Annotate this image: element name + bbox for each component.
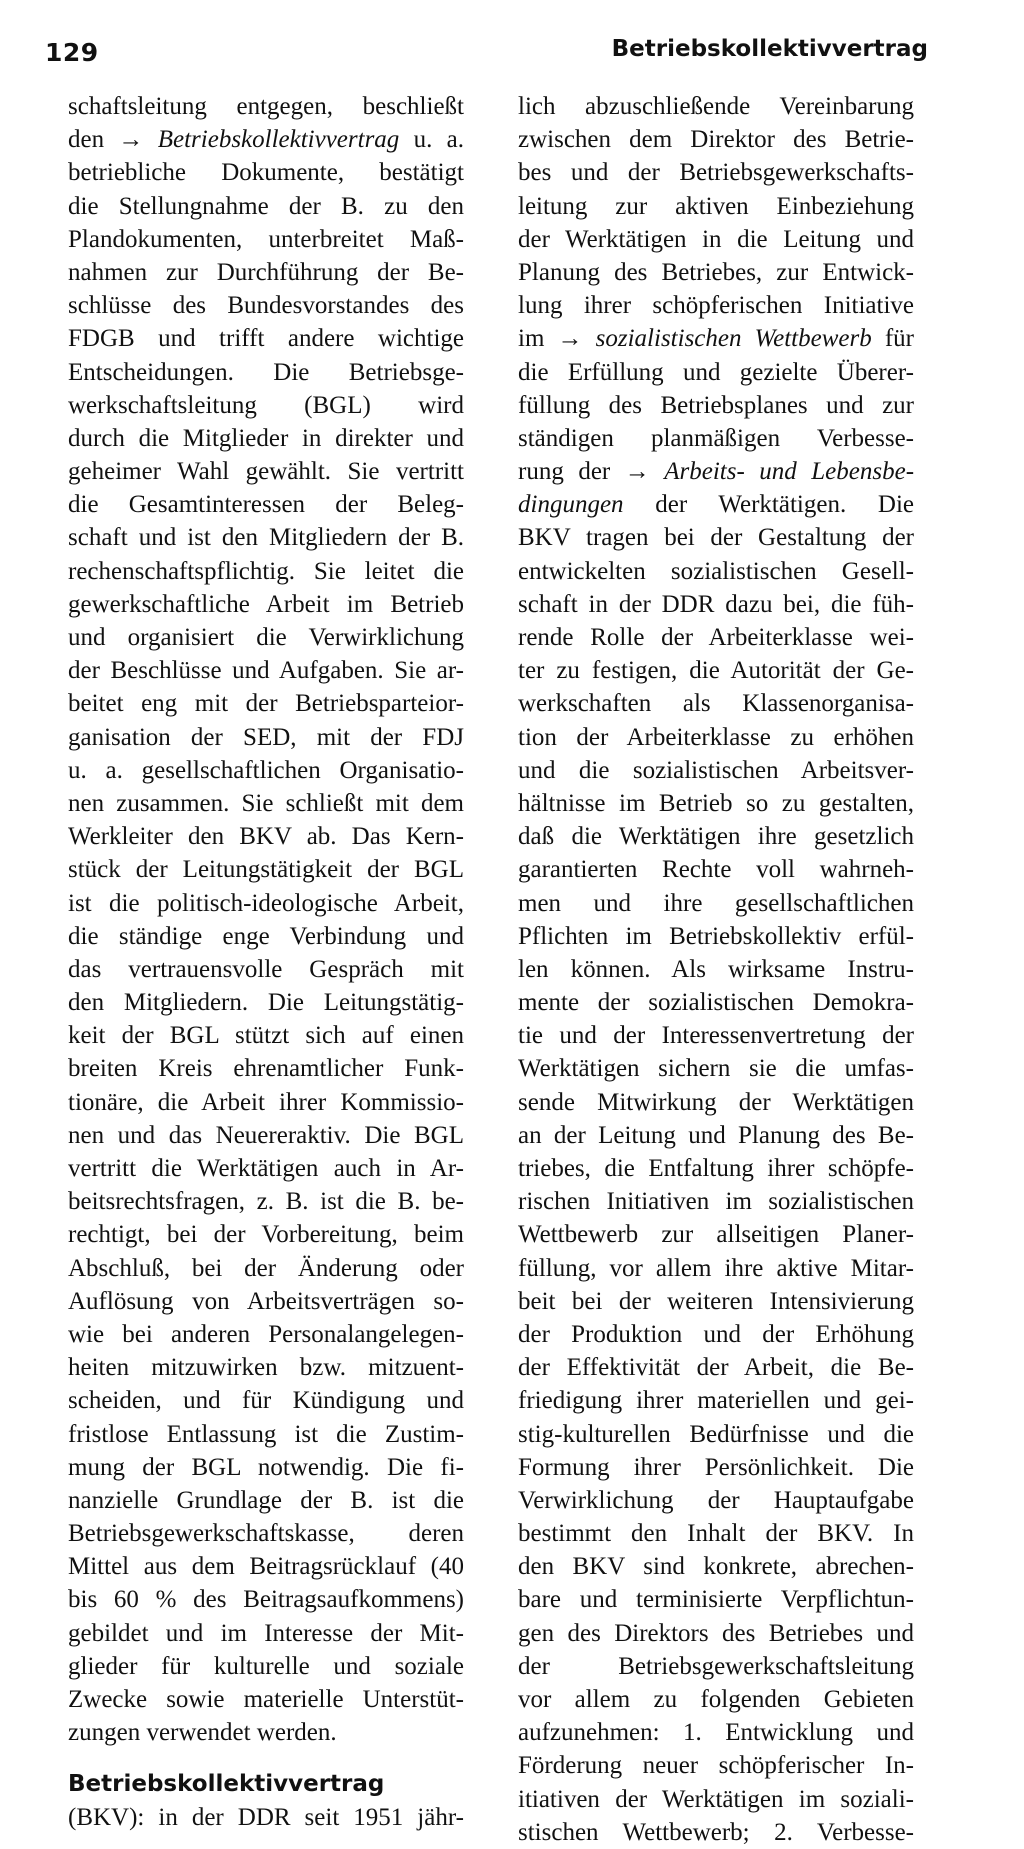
text-line: den Mitgliedern. Die Leitungstätig- bbox=[68, 989, 464, 1017]
cross-reference-link[interactable]: Arbeits- und Lebensbe- bbox=[664, 458, 915, 486]
text-line: ter zu festigen, die Autorität der Ge- bbox=[518, 657, 914, 685]
text-line: Betriebsgewerkschaftskasse, deren bbox=[68, 1520, 464, 1548]
text-line: men und ihre gesellschaftlichen bbox=[518, 889, 914, 917]
text-line: und organisiert die Verwirklichung bbox=[68, 624, 464, 651]
text-line: beitsrechtsfragen, z. B. ist die B. be- bbox=[68, 1188, 464, 1216]
entry-spacer bbox=[68, 1749, 464, 1767]
text-line-cross-reference bbox=[518, 455, 914, 488]
text-line-cross-reference bbox=[518, 322, 914, 355]
arrow-icon: → bbox=[557, 325, 583, 353]
text-line: triebes, die Entfaltung ihrer schöpfe- bbox=[518, 1155, 914, 1182]
text-line: beit bei der weiteren Intensivierung bbox=[518, 1287, 914, 1315]
text-line: geheimer Wahl gewählt. Sie vertritt bbox=[68, 458, 464, 486]
text-line: tie und der Interessenvertretung der bbox=[518, 1022, 914, 1050]
text-line: werkschaften als Klassenorganisa- bbox=[518, 690, 914, 718]
text-line: die ständige enge Verbindung und bbox=[68, 922, 464, 950]
running-head: Betriebskollektivvertrag bbox=[611, 36, 928, 62]
text-line: vertritt die Werktätigen auch in Ar- bbox=[68, 1155, 464, 1182]
text-line: und die sozialistischen Arbeitsver- bbox=[518, 756, 914, 784]
text-line-cross-reference bbox=[518, 488, 914, 521]
text-line: fristlose Entlassung ist die Zustim- bbox=[68, 1420, 464, 1448]
text-line: rechenschaftspflichtig. Sie leitet die bbox=[68, 557, 464, 585]
text-line: füllung des Betriebsplanes und zur bbox=[518, 391, 914, 419]
text-line: Werkleiter den BKV ab. Das Kern- bbox=[68, 823, 464, 851]
cross-reference-link[interactable]: Betriebskollektivvertrag bbox=[157, 126, 400, 154]
text-line: sende Mitwirkung der Werktätigen bbox=[518, 1088, 914, 1116]
text-line: an der Leitung und Planung des Be- bbox=[518, 1121, 914, 1149]
text-fragment: für bbox=[884, 325, 915, 353]
text-line: Entscheidungen. Die Betriebsge- bbox=[68, 358, 464, 386]
text-line: der Betriebsgewerkschaftsleitung bbox=[518, 1652, 914, 1680]
text-line: tionäre, die Arbeit ihrer Kommissio- bbox=[68, 1088, 464, 1116]
text-line: durch die Mitglieder in direkter und bbox=[68, 424, 464, 452]
text-line: (BKV): in der DDR seit 1951 jähr- bbox=[68, 1803, 464, 1831]
text-line: tion der Arbeiterklasse zu erhöhen bbox=[518, 723, 914, 751]
text-line: gebildet und im Interesse der Mit- bbox=[68, 1619, 464, 1647]
text-fragment: rung der bbox=[518, 458, 611, 486]
text-line: Auflösung von Arbeitsverträgen so- bbox=[68, 1287, 464, 1315]
arrow-icon: → bbox=[624, 458, 650, 486]
text-fragment: der Werktätigen. Die bbox=[655, 491, 914, 519]
text-line: Planung des Betriebes, zur Entwick- bbox=[518, 258, 914, 286]
text-line: breiten Kreis ehrenamtlicher Funk- bbox=[68, 1055, 464, 1083]
text-line: leitung zur aktiven Einbeziehung bbox=[518, 192, 914, 220]
cross-reference-link[interactable]: sozialistischen Wettbewerb bbox=[595, 325, 872, 353]
text-line: die Gesamtinteressen der Beleg- bbox=[68, 491, 464, 519]
text-line: die Erfüllung und gezielte Überer- bbox=[518, 358, 914, 386]
page-number: 129 bbox=[45, 38, 99, 67]
text-line: rechtigt, bei der Vorbereitung, beim bbox=[68, 1221, 464, 1249]
text-line: beitet eng mit der Betriebsparteior- bbox=[68, 690, 464, 718]
text-line: daß die Werktätigen ihre gesetzlich bbox=[518, 823, 914, 851]
text-line: Wettbewerb zur allseitigen Planer- bbox=[518, 1221, 914, 1249]
text-line: itiativen der Werktätigen im soziali- bbox=[518, 1785, 914, 1813]
text-line: gen des Direktors des Betriebes und bbox=[518, 1619, 914, 1647]
text-line: entwickelten sozialistischen Gesell- bbox=[518, 557, 914, 585]
text-line: Verwirklichung der Hauptaufgabe bbox=[518, 1486, 914, 1514]
text-line: stig-kulturellen Bedürfnisse und die bbox=[518, 1420, 914, 1448]
text-fragment: den bbox=[68, 126, 105, 154]
text-line: Plandokumenten, unterbreitet Maß- bbox=[68, 225, 464, 253]
cross-reference-link[interactable]: dingungen bbox=[518, 491, 624, 519]
text-line: nahmen zur Durchführung der Be- bbox=[68, 258, 464, 286]
text-line: bes und der Betriebsgewerkschafts- bbox=[518, 159, 914, 187]
text-line: BKV tragen bei der Gestaltung der bbox=[518, 524, 914, 552]
text-line: stischen Wettbewerb; 2. Verbesse- bbox=[518, 1818, 914, 1846]
entry-heading-line bbox=[68, 1767, 464, 1800]
text-fragment: im bbox=[518, 325, 545, 353]
text-line: bis 60 % des Beitragsaufkommens) bbox=[68, 1586, 464, 1614]
text-line: mung der BGL notwendig. Die fi- bbox=[68, 1453, 464, 1481]
arrow-icon: → bbox=[118, 126, 144, 154]
text-line: u. a. gesellschaftlichen Organisatio- bbox=[68, 756, 464, 784]
text-line: schlüsse des Bundesvorstandes des bbox=[68, 292, 464, 320]
text-line: betriebliche Dokumente, bestätigt bbox=[68, 159, 464, 187]
text-line: nen zusammen. Sie schließt mit dem bbox=[68, 789, 464, 817]
text-line: aufzunehmen: 1. Entwicklung und bbox=[518, 1719, 914, 1747]
text-line: schaftsleitung entgegen, beschließt bbox=[68, 93, 464, 120]
text-line: nanzielle Grundlage der B. ist die bbox=[68, 1486, 464, 1514]
text-line: Zwecke sowie materielle Unterstüt- bbox=[68, 1686, 464, 1713]
text-line: schaft in der DDR dazu bei, die füh- bbox=[518, 590, 914, 618]
text-line: das vertrauensvolle Gespräch mit bbox=[68, 955, 464, 983]
text-line: bare und terminisierte Verpflichtun- bbox=[518, 1586, 914, 1614]
text-line: der Beschlüsse und Aufgaben. Sie ar- bbox=[68, 657, 464, 685]
text-line: keit der BGL stützt sich auf einen bbox=[68, 1022, 464, 1050]
text-line: zungen verwendet werden. bbox=[68, 1719, 337, 1747]
text-line: der Produktion und der Erhöhung bbox=[518, 1320, 914, 1348]
text-line: zwischen dem Direktor des Betrie- bbox=[518, 126, 914, 154]
text-line: Mittel aus dem Beitragsrücklauf (40 bbox=[68, 1553, 464, 1581]
text-line: den BKV sind konkrete, abrechen- bbox=[518, 1553, 914, 1581]
text-line: Formung ihrer Persönlichkeit. Die bbox=[518, 1453, 914, 1481]
text-line: rende Rolle der Arbeiterklasse wei- bbox=[518, 624, 914, 651]
text-line: ist die politisch-ideologische Arbeit, bbox=[68, 889, 464, 917]
left-column bbox=[68, 90, 464, 1834]
text-line: der Effektivität der Arbeit, die Be- bbox=[518, 1354, 914, 1382]
text-line: vor allem zu folgenden Gebieten bbox=[518, 1686, 914, 1713]
text-line: gewerkschaftliche Arbeit im Betrieb bbox=[68, 590, 464, 618]
text-line: rischen Initiativen im sozialistischen bbox=[518, 1188, 914, 1216]
text-line: Pflichten im Betriebskollektiv erfül- bbox=[518, 922, 914, 950]
text-line: FDGB und trifft andere wichtige bbox=[68, 325, 464, 353]
text-line: füllung, vor allem ihre aktive Mitar- bbox=[518, 1254, 914, 1282]
text-line: heiten mitzuwirken bzw. mitzuent- bbox=[68, 1354, 464, 1382]
text-line: Werktätigen sichern sie die umfas- bbox=[518, 1055, 914, 1083]
text-fragment: u. a. bbox=[413, 126, 465, 154]
text-line: nen und das Neuereraktiv. Die BGL bbox=[68, 1121, 464, 1149]
text-line: lich abzuschließende Vereinbarung bbox=[518, 93, 914, 120]
text-line: ständigen planmäßigen Verbesse- bbox=[518, 424, 914, 452]
text-line: len können. Als wirksame Instru- bbox=[518, 955, 914, 983]
right-column bbox=[518, 90, 914, 1849]
text-line: Abschluß, bei der Änderung oder bbox=[68, 1254, 464, 1282]
text-line-cross-reference bbox=[68, 123, 464, 156]
entry-headword: Betriebskollektivvertrag bbox=[68, 1771, 385, 1798]
text-line: friedigung ihrer materiellen und gei- bbox=[518, 1387, 914, 1415]
text-line: wie bei anderen Personalangelegen- bbox=[68, 1320, 464, 1348]
text-line: mente der sozialistischen Demokra- bbox=[518, 989, 914, 1017]
text-line: der Werktätigen in die Leitung und bbox=[518, 225, 914, 253]
text-line: bestimmt den Inhalt der BKV. In bbox=[518, 1520, 914, 1548]
text-line: garantierten Rechte voll wahrneh- bbox=[518, 856, 914, 884]
text-line: stück der Leitungstätigkeit der BGL bbox=[68, 856, 464, 884]
text-line: werkschaftsleitung (BGL) wird bbox=[68, 391, 464, 419]
text-line: scheiden, und für Kündigung und bbox=[68, 1387, 464, 1415]
text-line: Förderung neuer schöpferischer In- bbox=[518, 1752, 914, 1780]
text-line: ganisation der SED, mit der FDJ bbox=[68, 723, 464, 751]
text-line: hältnisse im Betrieb so zu gestalten, bbox=[518, 789, 914, 817]
text-line: lung ihrer schöpferischen Initiative bbox=[518, 292, 914, 320]
text-line: die Stellungnahme der B. zu den bbox=[68, 192, 464, 220]
text-line: schaft und ist den Mitgliedern der B. bbox=[68, 524, 464, 552]
text-line: glieder für kulturelle und soziale bbox=[68, 1652, 464, 1680]
